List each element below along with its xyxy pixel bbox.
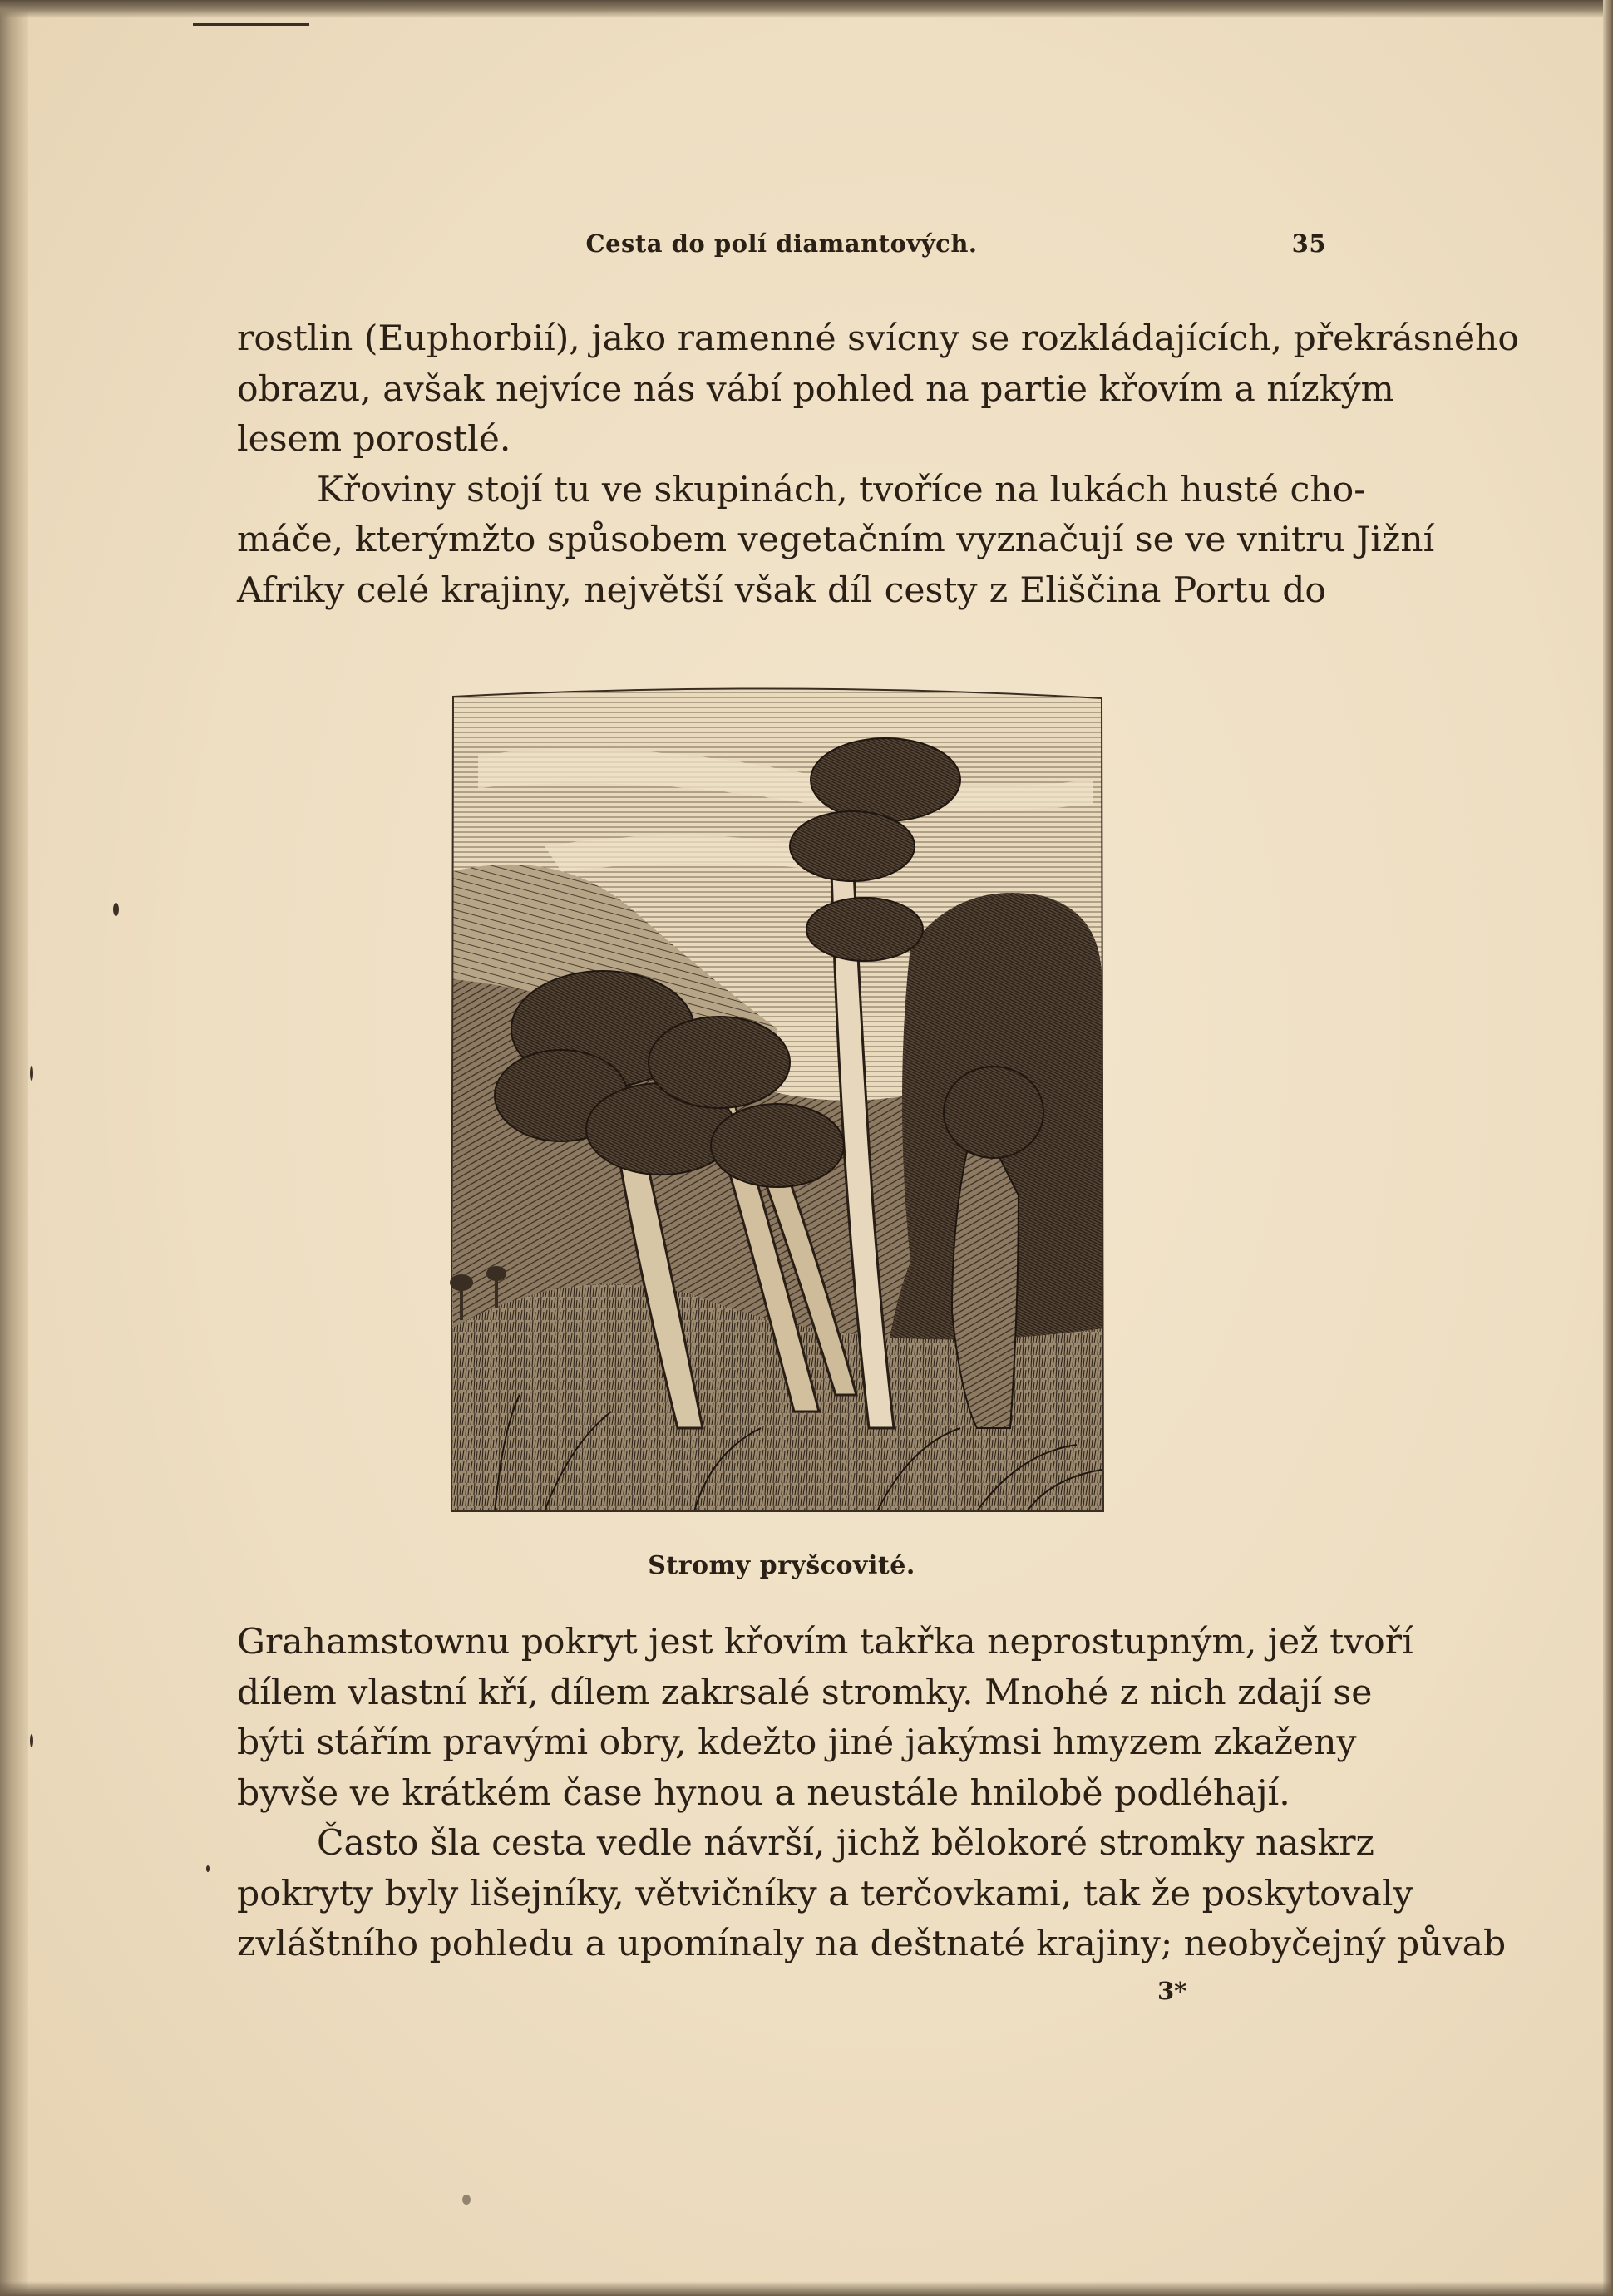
engraving-illustration [445, 680, 1108, 1524]
text-line: byvše ve krátkém čase hynou a neustále hnilobě podléhají. [237, 1772, 1290, 1814]
binding-edge [0, 0, 28, 2296]
page-top-edge [0, 0, 1613, 18]
text-line: zvláštního pohledu a upomínaly na deštnaté krajiny; neobyčejný půvab [237, 1924, 1507, 1964]
text-line: obrazu, avšak nejvíce nás vábí pohled na partie křovím a nízkým [237, 368, 1394, 410]
margin-speck [30, 1734, 33, 1747]
page-right-edge [1603, 0, 1613, 2296]
top-ink-mark [193, 23, 309, 26]
page-number: 35 [1291, 229, 1326, 258]
engraving-trees-image [445, 680, 1108, 1524]
text-line: rostlin (Euphorbií), jako ramenné svícny se rozkládajících, překrásného [237, 318, 1520, 359]
text-line: Afriky celé krajiny, největší však díl cesty z Eliščina Portu do [237, 569, 1326, 611]
text-line: Grahamstownu pokryt jest křovím takřka neprostupným, jež tvoří [237, 1622, 1413, 1663]
margin-speck [462, 2195, 471, 2205]
page-bottom-edge [0, 2281, 1613, 2296]
text-line: Křoviny stojí tu ve skupinách, tvoříce na lukách husté cho- [317, 469, 1366, 510]
paragraph-block-bottom [237, 1618, 1507, 1970]
illustration-caption: Stromy pryšcovité. [648, 1551, 915, 1580]
text-line: pokryty byly lišejníky, větvičníky a terčovkami, tak že poskytovaly [237, 1873, 1413, 1914]
text-line: dílem vlastní kří, dílem zakrsalé stromky. Mnohé z nich zdají se [237, 1672, 1373, 1713]
margin-speck [206, 1865, 210, 1872]
running-head-title: Cesta do polí diamantových. [585, 229, 978, 258]
paragraph-block-top [237, 314, 1520, 616]
text-line: býti stářím pravými obry, kdežto jiné jakýmsi hmyzem zkaženy [237, 1722, 1357, 1763]
text-line: lesem porostlé. [237, 419, 511, 460]
margin-speck [113, 903, 119, 916]
text-line: máče, kterýmžto spůsobem vegetačním vyznačují se ve vnitru Jižní [237, 520, 1435, 560]
running-head [237, 229, 1326, 263]
text-line: Často šla cesta vedle návrší, jichž bělokoré stromky naskrz [317, 1823, 1374, 1864]
signature-mark: 3* [1157, 1977, 1187, 2005]
margin-speck [30, 1066, 33, 1081]
